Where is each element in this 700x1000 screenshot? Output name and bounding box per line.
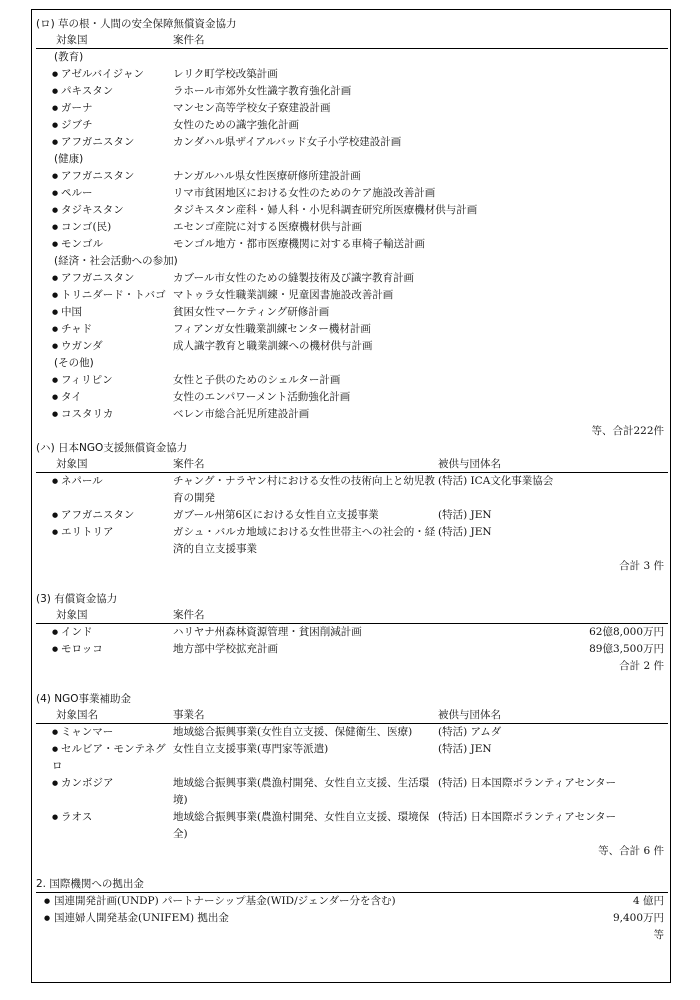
country-cell	[36, 338, 173, 355]
list-item	[36, 287, 668, 304]
country-cell	[36, 66, 173, 83]
document-content	[36, 16, 668, 944]
project-cell: チャング・ナラヤン村における女性の技術向上と幼児教育の開発	[173, 475, 435, 504]
column-header-project: 案件名	[173, 609, 205, 621]
country-cell	[36, 372, 173, 389]
project-cell: 地域総合振興事業(女性自立支援、保健衛生、医療)	[173, 726, 413, 738]
project-cell: カンダハル県ザイアルバッド女子小学校建設計画	[173, 136, 402, 148]
section-title-loan: (3) 有償資金協力	[36, 593, 118, 605]
list-item	[36, 202, 668, 219]
country-name: コスタリカ	[61, 408, 114, 420]
country-name: ウガンダ	[61, 340, 103, 352]
country-name: パキスタン	[61, 85, 114, 97]
country-name: カンボジア	[61, 777, 114, 789]
amount-cell: 62億8,000万円	[589, 626, 664, 638]
grassroots-list	[36, 49, 668, 423]
project-cell: 成人識字教育と職業訓練への機材供与計画	[173, 340, 373, 352]
country-name: タイ	[61, 391, 82, 403]
recipient-cell: (特活) 日本国際ボランティアセンター	[438, 777, 617, 789]
recipient-cell: (特活) JEN	[438, 509, 492, 521]
country-cell	[36, 270, 173, 287]
amount-cell: 4 億円	[632, 895, 664, 907]
country-cell	[36, 168, 173, 185]
country-name: アゼルバイジャン	[61, 68, 144, 80]
list-item	[36, 372, 668, 389]
country-cell	[36, 724, 173, 741]
country-name: ジブチ	[61, 119, 93, 131]
list-item	[36, 910, 668, 927]
list-item	[36, 741, 668, 775]
country-name: タジキスタン	[61, 204, 124, 216]
country-name: エリトリア	[61, 526, 114, 538]
amount-cell: 89億3,500万円	[589, 643, 664, 655]
country-name: ラオス	[61, 811, 93, 823]
column-header-country: 対象国	[56, 609, 88, 621]
country-name: ペルー	[61, 187, 93, 199]
list-item	[36, 524, 668, 558]
list-item	[36, 338, 668, 355]
recipient-cell: (特活) ICA文化事業協会	[438, 475, 554, 487]
project-cell: 女性のための識字強化計画	[173, 119, 299, 131]
recipient-cell: (特活) 日本国際ボランティアセンター	[438, 811, 617, 823]
section-total: 合計 2 件	[619, 660, 664, 672]
country-cell	[36, 117, 173, 134]
country-name: インド	[61, 626, 93, 638]
country-name: モロッコ	[61, 643, 103, 655]
list-item	[36, 641, 668, 658]
category-label: (健康)	[54, 153, 84, 165]
table-header	[36, 707, 668, 724]
project-cell: 女性のエンパワーメント活動強化計画	[173, 391, 351, 403]
list-item	[36, 100, 668, 117]
project-cell: エセンゴ産院に対する医療機材供与計画	[173, 221, 362, 233]
ngo-grant-list	[36, 473, 668, 558]
country-cell	[36, 741, 173, 775]
list-item	[36, 219, 668, 236]
country-cell	[36, 624, 173, 641]
project-cell: カブール市女性のための縫製技術及び識字教育計画	[173, 272, 414, 284]
category-label: (教育)	[54, 51, 84, 63]
list-item	[36, 185, 668, 202]
list-item	[36, 473, 668, 507]
country-cell	[36, 100, 173, 117]
list-item	[36, 624, 668, 641]
country-cell	[36, 83, 173, 100]
list-item	[36, 168, 668, 185]
project-cell: ハリヤナ州森林資源管理・貧困削減計画	[173, 626, 362, 638]
list-item	[36, 775, 668, 809]
category-label: (その他)	[54, 357, 94, 369]
list-item	[36, 66, 668, 83]
country-cell	[36, 287, 173, 304]
country-cell	[36, 304, 173, 321]
table-header	[36, 607, 668, 624]
project-cell: モンゴル地方・都市医療機関に対する車椅子輸送計画	[173, 238, 425, 250]
country-cell	[36, 389, 173, 406]
country-cell	[36, 775, 173, 792]
amount-cell: 9,400万円	[612, 912, 664, 924]
project-cell: 貧困女性マーケティング研修計画	[173, 306, 330, 318]
country-name: アフガニスタン	[61, 170, 135, 182]
country-name: モンゴル	[61, 238, 103, 250]
list-item	[36, 321, 668, 338]
table-header	[36, 456, 668, 473]
country-name: アフガニスタン	[61, 509, 135, 521]
country-name: セルビア・モンテネグロ	[52, 743, 166, 772]
list-item	[36, 134, 668, 151]
country-cell	[36, 134, 173, 151]
recipient-cell: (特活) アムダ	[438, 726, 502, 738]
country-cell	[36, 185, 173, 202]
project-cell: 地域総合振興事業(農漁村開発、女性自立支援、生活環境)	[173, 777, 430, 806]
section-title-ngo-grant: (ハ) 日本NGO支援無償資金協力	[36, 442, 188, 454]
project-cell: マトゥラ女性職業訓練・児童図書施設改善計画	[173, 289, 394, 301]
project-cell: ナンガルハル県女性医療研修所建設計画	[173, 170, 361, 182]
list-item	[36, 724, 668, 741]
project-cell: タジキスタン産科・婦人科・小児科調査研究所医療機材供与計画	[173, 204, 478, 216]
section-total: 合計 3 件	[619, 560, 664, 572]
column-header-project: 案件名	[173, 34, 205, 46]
project-cell: 女性と子供のためのシェルター計画	[173, 374, 341, 386]
project-cell: ガブール州第6区における女性自立支援事業	[173, 509, 379, 521]
project-cell: 女性自立支援事業(専門家等派遣)	[173, 743, 329, 755]
column-header-recipient: 被供与団体名	[438, 458, 501, 470]
country-cell	[36, 202, 173, 219]
section-title-grassroots: (ロ) 草の根・人間の安全保障無償資金協力	[36, 18, 237, 30]
list-item	[36, 304, 668, 321]
country-name: トリニダード・トバゴ	[61, 289, 166, 301]
country-cell	[36, 809, 173, 826]
list-item	[36, 117, 668, 134]
project-cell: マンセン高等学校女子寮建設計画	[173, 102, 331, 114]
project-cell: リマ市貧困地区における女性のためのケア施設改善計画	[173, 187, 436, 199]
list-item	[36, 893, 668, 910]
list-item	[36, 389, 668, 406]
project-cell: レリク町学校改築計画	[173, 68, 278, 80]
country-name: アフガニスタン	[61, 272, 135, 284]
column-header-country: 対象国	[56, 34, 88, 46]
section-total: 等、合計 6 件	[598, 845, 664, 857]
country-cell	[36, 321, 173, 338]
list-item	[36, 83, 668, 100]
intl-list	[36, 892, 668, 927]
project-cell: フィアンガ女性職業訓練センター機材計画	[173, 323, 371, 335]
list-item	[36, 507, 668, 524]
contribution-name: 国連開発計画(UNDP) パートナーシップ基金(WID/ジェンダー分を含む)	[54, 895, 396, 907]
bullet-icon: ●	[44, 914, 51, 922]
project-cell: ベレン市総合託児所建設計画	[173, 408, 310, 420]
country-cell	[36, 507, 173, 524]
loan-list	[36, 624, 668, 658]
recipient-cell: (特活) JEN	[438, 526, 492, 538]
column-header-project: 案件名	[173, 458, 205, 470]
table-header	[36, 32, 668, 49]
country-cell	[36, 236, 173, 253]
contribution-name: 国連婦人開発基金(UNIFEM) 拠出金	[54, 912, 229, 924]
list-item	[36, 236, 668, 253]
country-name: フィリピン	[61, 374, 113, 386]
country-name: 中国	[61, 306, 82, 318]
ngo-subsidy-list	[36, 724, 668, 843]
section-total: 等、合計222件	[591, 425, 664, 437]
project-cell: ラホール市郊外女性識字教育強化計画	[173, 85, 352, 97]
project-cell: 地方部中学校拡充計画	[173, 643, 278, 655]
column-header-country: 対象国	[56, 458, 88, 470]
project-cell: ガシュ・バルカ地域における女性世帯主への社会的・経済的自立支援事業	[173, 526, 436, 555]
country-name: チャド	[61, 323, 93, 335]
country-cell	[36, 641, 173, 658]
category-label: (経済・社会活動への参加)	[54, 255, 178, 267]
column-header-country: 対象国名	[56, 709, 98, 721]
project-cell: 地域総合振興事業(農漁村開発、女性自立支援、環境保全)	[173, 811, 430, 840]
country-name: ガーナ	[61, 102, 93, 114]
bullet-icon: ●	[44, 897, 51, 905]
country-name: ミャンマー	[61, 726, 114, 738]
list-item	[36, 406, 668, 423]
country-cell	[36, 473, 173, 490]
country-cell	[36, 524, 173, 541]
recipient-cell: (特活) JEN	[438, 743, 492, 755]
section-title-intl: 2. 国際機関への拠出金	[36, 878, 144, 890]
country-cell	[36, 219, 173, 236]
country-name: ネパール	[61, 475, 103, 487]
section-title-ngo-subsidy: (4) NGO事業補助金	[36, 693, 131, 705]
column-header-project: 事業名	[173, 709, 205, 721]
country-name: アフガニスタン	[61, 136, 135, 148]
country-name: コンゴ(民)	[61, 221, 112, 233]
list-item	[36, 809, 668, 843]
column-header-recipient: 被供与団体名	[438, 709, 501, 721]
section-total: 等	[653, 929, 664, 941]
list-item	[36, 270, 668, 287]
country-cell	[36, 406, 173, 423]
